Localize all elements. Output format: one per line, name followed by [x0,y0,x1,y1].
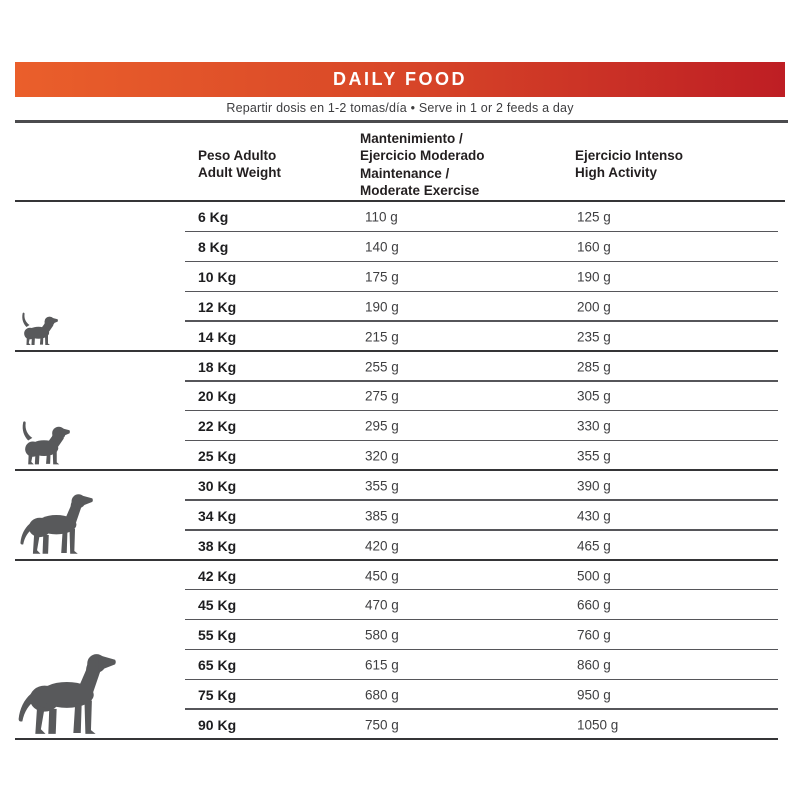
header-line: Adult Weight [198,165,281,181]
weight-cell: 6 Kg [198,209,229,226]
table-row [0,441,800,471]
table-row [0,680,800,710]
header-line: Ejercicio Intenso [575,148,684,163]
high-activity-cell: 465 g [577,538,611,554]
header-line: Moderate Exercise [360,182,480,198]
weight-cell: 55 Kg [198,627,237,644]
high-activity-cell: 125 g [577,209,611,225]
high-activity-cell: 235 g [577,329,611,345]
maintenance-cell: 615 g [365,657,399,673]
table-row [0,262,800,292]
weight-cell: 18 Kg [198,358,237,375]
maintenance-cell: 580 g [365,627,399,643]
table-row [0,590,800,620]
daily-food-banner [15,62,785,97]
high-activity-cell: 355 g [577,448,611,464]
table-row [0,322,800,352]
high-activity-cell: 430 g [577,508,611,524]
weight-cell: 90 Kg [198,716,237,733]
small-dog-icon [18,310,58,347]
extra-large-dog-icon [14,651,116,737]
maintenance-cell: 295 g [365,418,399,434]
table-row [0,710,800,740]
weight-cell: 42 Kg [198,567,237,584]
weight-cell: 25 Kg [198,448,237,465]
header-line: Mantenimiento / [360,131,463,146]
weight-cell: 22 Kg [198,418,237,435]
high-activity-cell: 760 g [577,627,611,643]
table-row [0,411,800,441]
weight-cell: 45 Kg [198,597,237,614]
maintenance-cell: 175 g [365,269,399,285]
table-row [0,203,800,233]
weight-cell: 75 Kg [198,686,237,703]
column-header-weight [198,147,281,182]
high-activity-cell: 190 g [577,269,611,285]
maintenance-cell: 320 g [365,448,399,464]
table-row [0,471,800,501]
high-activity-cell: 305 g [577,388,611,404]
table-row [0,232,800,262]
weight-cell: 8 Kg [198,239,229,256]
weight-cell: 38 Kg [198,537,237,554]
maintenance-cell: 420 g [365,538,399,554]
maintenance-cell: 680 g [365,687,399,703]
maintenance-cell: 110 g [365,209,398,225]
maintenance-cell: 255 g [365,359,399,375]
column-header-maintenance [360,130,485,199]
high-activity-cell: 200 g [577,299,611,315]
weight-cell: 20 Kg [198,388,237,405]
weight-cell: 30 Kg [198,478,237,495]
header-line: Maintenance / [360,165,450,181]
header-line: Peso Adulto [198,148,277,163]
maintenance-cell: 750 g [365,717,399,733]
table-row [0,620,800,650]
serving-instruction: Repartir dosis en 1-2 tomas/día • Serve in 1 or 2 feeds a day [226,101,574,115]
weight-cell: 65 Kg [198,657,237,674]
table-row [0,292,800,322]
table-row [0,501,800,531]
maintenance-cell: 385 g [365,508,399,524]
medium-dog-icon [17,419,70,466]
large-dog-icon [17,492,93,556]
high-activity-cell: 660 g [577,597,611,613]
maintenance-cell: 355 g [365,478,399,494]
maintenance-cell: 140 g [365,239,399,255]
high-activity-cell: 500 g [577,568,611,584]
table-row [0,382,800,412]
high-activity-cell: 330 g [577,418,611,434]
maintenance-cell: 190 g [365,299,399,315]
maintenance-cell: 215 g [365,329,399,345]
high-activity-cell: 1050 g [577,717,619,733]
header-line: High Activity [575,165,658,181]
table-row [0,650,800,680]
high-activity-cell: 390 g [577,478,611,494]
feeding-table [0,203,800,740]
top-divider [15,120,788,123]
banner-title: DAILY FOOD [332,69,468,89]
maintenance-cell: 275 g [365,388,399,404]
high-activity-cell: 860 g [577,657,611,673]
maintenance-cell: 470 g [365,597,399,613]
high-activity-cell: 950 g [577,687,611,703]
high-activity-cell: 285 g [577,359,611,375]
weight-cell: 14 Kg [198,328,237,345]
header-line: Ejercicio Moderado [360,148,485,164]
table-row [0,531,800,561]
high-activity-cell: 160 g [577,239,611,255]
weight-cell: 12 Kg [198,298,237,315]
table-row [0,561,800,591]
table-row [0,352,800,382]
column-header-high-activity [575,147,683,182]
weight-cell: 34 Kg [198,507,237,524]
weight-cell: 10 Kg [198,269,237,286]
maintenance-cell: 450 g [365,568,399,584]
